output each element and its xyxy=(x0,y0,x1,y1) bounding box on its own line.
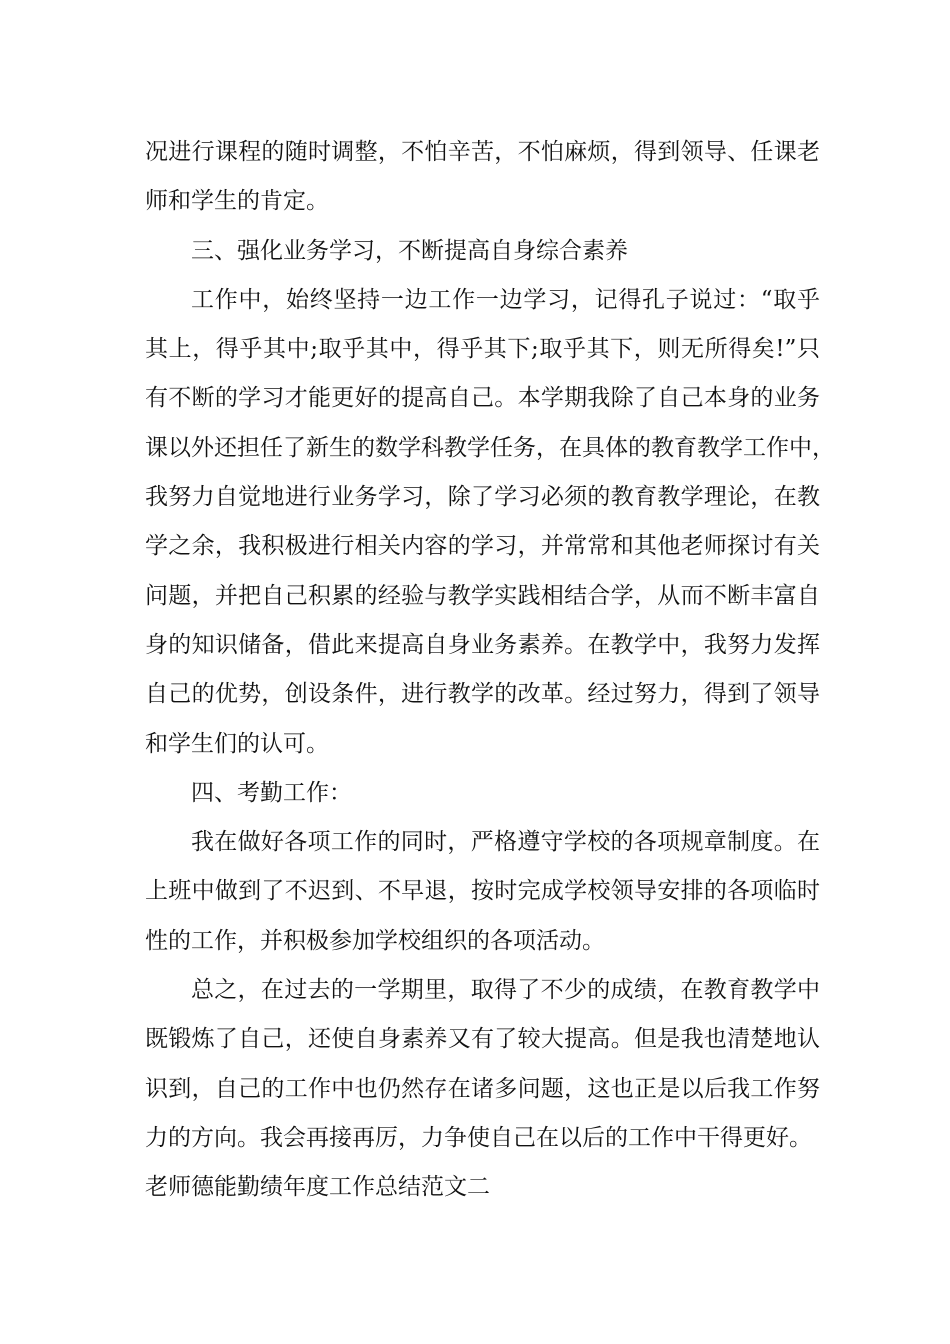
paragraph-line: 课以外还担任了新生的数学科教学任务，在具体的教育教学工作中， xyxy=(145,434,835,461)
paragraph-line: 我在做好各项工作的同时，严格遵守学校的各项规章制度。在 xyxy=(191,829,820,856)
paragraph-line: 师和学生的肯定。 xyxy=(145,188,329,215)
paragraph-line: 自己的优势，创设条件，进行教学的改革。经过努力，得到了领导 xyxy=(145,681,820,708)
paragraph-line: 性的工作，并积极参加学校组织的各项活动。 xyxy=(145,927,605,954)
next-document-title: 老师德能勤绩年度工作总结范文二 xyxy=(145,1174,490,1201)
paragraph-line: 学之余，我积极进行相关内容的学习，并常常和其他老师探讨有关 xyxy=(145,533,820,560)
paragraph-line: 身的知识储备，借此来提高自身业务素养。在教学中，我努力发挥 xyxy=(145,631,820,658)
paragraph-line: 识到，自己的工作中也仍然存在诸多问题，这也正是以后我工作努 xyxy=(145,1075,820,1102)
paragraph-line: 我努力自觉地进行业务学习，除了学习必须的教育教学理论，在教 xyxy=(145,484,820,511)
paragraph-line: 有不断的学习才能更好的提高自己。本学期我除了自己本身的业务 xyxy=(145,385,820,412)
section-heading: 三、强化业务学习，不断提高自身综合素养 xyxy=(191,237,628,264)
paragraph-line: 总之，在过去的一学期里，取得了不少的成绩，在教育教学中 xyxy=(191,977,820,1004)
section-heading: 四、考勤工作： xyxy=(191,779,352,806)
paragraph-line: 上班中做到了不迟到、不早退，按时完成学校领导安排的各项临时 xyxy=(145,878,820,905)
paragraph-line: 力的方向。我会再接再厉，力争使自己在以后的工作中干得更好。 xyxy=(145,1124,812,1151)
paragraph-line: 工作中，始终坚持一边工作一边学习，记得孔子说过：“取乎 xyxy=(191,286,820,313)
paragraph-line: 其上，得乎其中;取乎其中，得乎其下;取乎其下，则无所得矣!”只 xyxy=(145,336,820,363)
paragraph-line: 既锻炼了自己，还使自身素养又有了较大提高。但是我也清楚地认 xyxy=(145,1026,820,1053)
paragraph-line: 况进行课程的随时调整，不怕辛苦，不怕麻烦，得到领导、任课老 xyxy=(145,139,820,165)
document-body xyxy=(145,128,835,1213)
paragraph-line: 问题，并把自己积累的经验与教学实践相结合学，从而不断丰富自 xyxy=(145,582,820,609)
paragraph-line: 和学生们的认可。 xyxy=(145,730,329,757)
